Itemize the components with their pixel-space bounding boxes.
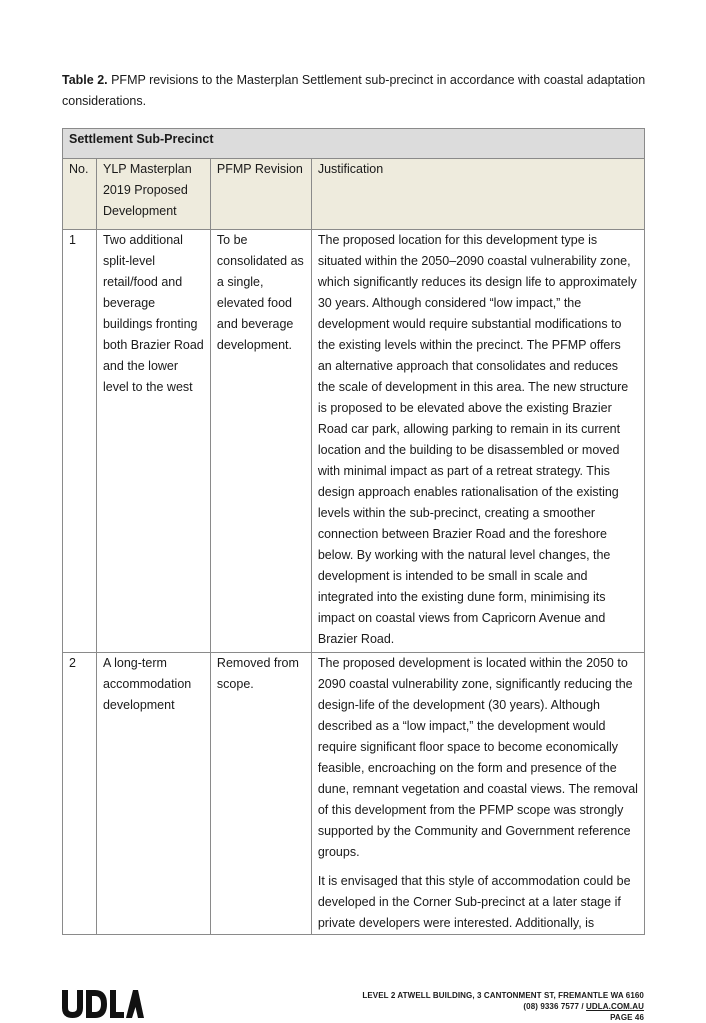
- header-revision: PFMP Revision: [210, 159, 311, 230]
- table-row: [63, 230, 645, 653]
- header-proposed: YLP Masterplan 2019 Proposed Development: [96, 159, 210, 230]
- footer-contact: [362, 1001, 644, 1012]
- row-justification: [311, 653, 644, 935]
- table-caption: [62, 70, 652, 112]
- section-title: Settlement Sub-Precinct: [63, 129, 645, 159]
- table-row: [63, 653, 645, 935]
- footer-website-link[interactable]: UDLA.COM.AU: [586, 1002, 644, 1011]
- row-justification: [311, 230, 644, 653]
- row-proposed: A long-term accommodation development: [96, 653, 210, 935]
- header-justification: Justification: [311, 159, 644, 230]
- justification-paragraph: The proposed location for this development type is situated within the 2050–2090 coastal vulnerability zone, which significantly reduces its design life to approximately 30 years. Although considered “low impact,” the development would require substantial modifications to the existing levels within the precinct. The PFMP offers an alternative approach that consolidates and reduces the scale of development in this area. The new structure is proposed to be elevated above the existing Brazier Road car park, allowing parking to remain in its current location and the building to be disassembled or moved with minimal impact as part of a retreat strategy. This design approach enables rationalisation of the existing levels within the sub-precinct, creating a smoother connection between Brazier Road and the foreshore below. By working with the natural level changes, the development is intended to be small in scale and integrated into the existing dune form, minimising its impact on coastal views from Capricorn Avenue and Brazier Road.: [317, 233, 637, 646]
- row-revision: To be consolidated as a single, elevated food and beverage development.: [210, 230, 311, 653]
- footer-address-block: [362, 990, 644, 1023]
- footer-phone: (08) 9336 7577: [523, 1002, 580, 1011]
- caption-label: Table 2.: [62, 73, 108, 87]
- column-header-row: [63, 159, 645, 230]
- udla-logo: [62, 990, 144, 1023]
- header-no: No.: [63, 159, 97, 230]
- footer-address: LEVEL 2 ATWELL BUILDING, 3 CANTONMENT ST, FREMANTLE WA 6160: [362, 991, 644, 1000]
- justification-paragraph: The proposed development is located within the 2050 to 2090 coastal vulnerability zone, significantly reducing the design-life of the development (30 years). Although described as a “low impact,” the development would require significant floor space to become economically feasible, encroaching on the form and presence of the dune, remnant vegetation and coastal views. The removal of this development from the PFMP scope was strongly supported by the Community and Government reference groups.: [317, 656, 638, 859]
- section-header-row: [63, 129, 645, 159]
- footer-separator: /: [579, 1002, 587, 1011]
- row-revision: Removed from scope.: [210, 653, 311, 935]
- row-proposed: Two additional split-level retail/food and beverage buildings fronting both Brazier Road and the lower level to the west: [96, 230, 210, 653]
- caption-text: PFMP revisions to the Masterplan Settlement sub-precinct in accordance with coastal adaptation considerations.: [62, 73, 646, 108]
- revisions-table: [62, 128, 645, 935]
- row-number: 1: [63, 230, 97, 653]
- page-number: PAGE 46: [610, 1013, 644, 1022]
- row-number: 2: [63, 653, 97, 935]
- justification-paragraph: It is envisaged that this style of accommodation could be developed in the Corner Sub-precinct at a later stage if private developers were interested. Additionally, is: [317, 874, 631, 930]
